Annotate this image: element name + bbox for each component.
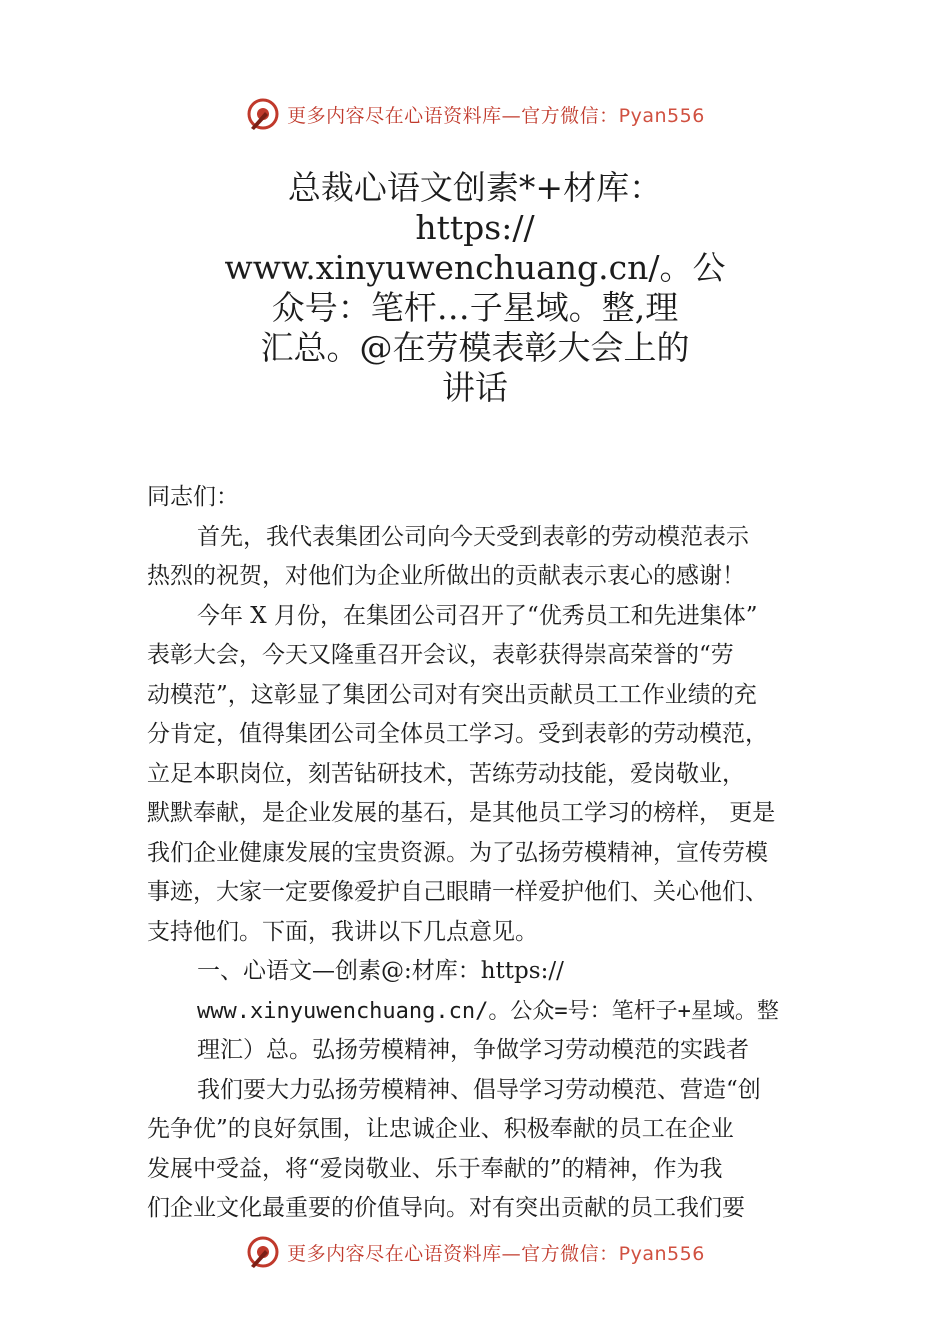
- paragraph-1: [147, 518, 812, 597]
- paragraph-line: 支持他们。下面，我讲以下几点意见。: [147, 918, 538, 945]
- title-line: 总裁心语文创素*+材库：: [287, 168, 663, 207]
- title-line: https://: [415, 208, 535, 247]
- paragraph-line: 们企业文化最重要的价值导向。对有突出贡献的员工我们要: [147, 1195, 745, 1221]
- paragraph-line: 立足本职岗位，刻苦钻研技术，苦练劳动技能，爱岗敬业，: [147, 760, 745, 787]
- pen-logo-icon: [245, 1234, 281, 1270]
- paragraph-2: [147, 597, 812, 953]
- paragraph-line: 先争优”的良好氛围，让忠诚企业、积极奉献的员工在企业: [147, 1116, 734, 1142]
- footer-banner-text: 更多内容尽在心语资料库—官方微信：Pyan556: [287, 1242, 705, 1265]
- document-title: [200, 168, 750, 408]
- footer-banner: [0, 1230, 950, 1274]
- title-line: 众号：笔杆…子星域。整,理: [271, 288, 679, 327]
- header-banner-text: 更多内容尽在心语资料库—官方微信：Pyan556: [287, 104, 705, 127]
- salutation-text: 同志们：: [147, 484, 239, 510]
- title-line: 汇总。@在劳模表彰大会上的: [260, 328, 690, 367]
- paragraph-line: 动模范”，这彰显了集团公司对有突出贡献员工工作业绩的充: [147, 681, 757, 708]
- section-line: 一、心语文—创素@:材库：https://: [197, 958, 564, 984]
- paragraph-line: 我们要大力弘扬劳模精神、倡导学习劳动模范、营造“创: [197, 1076, 761, 1103]
- document-body: [147, 478, 812, 1229]
- paragraph-line: 我们企业健康发展的宝贵资源。为了弘扬劳模精神，宣传劳模: [147, 839, 768, 866]
- salutation: [147, 478, 812, 518]
- paragraph-line: 事迹，大家一定要像爱护自己眼睛一样爱护他们、关心他们、: [147, 879, 768, 905]
- paragraph-line: 分肯定，值得集团公司全体员工学习。受到表彰的劳动模范，: [147, 721, 768, 747]
- pen-logo-icon: [245, 96, 281, 132]
- section-line: www.xinyuwenchuang.cn/。公众=号：笔杆子+星域。整: [197, 998, 779, 1024]
- paragraph-line: 发展中受益，将“爱岗敬业、乐于奉献的”的精神，作为我: [147, 1155, 723, 1182]
- paragraph-line: 热烈的祝贺，对他们为企业所做出的贡献表示衷心的感谢！: [147, 563, 745, 589]
- section-heading-1: [147, 952, 812, 1071]
- paragraph-line: 表彰大会，今天又隆重召开会议，表彰获得崇高荣誉的“劳: [147, 642, 734, 668]
- title-line: www.xinyuwenchuang.cn/。公: [224, 248, 726, 287]
- title-line: 讲话: [442, 368, 508, 407]
- paragraph-line: 首先，我代表集团公司向今天受到表彰的劳动模范表示: [197, 523, 749, 550]
- paragraph-3: [147, 1071, 812, 1229]
- header-banner: [0, 92, 950, 136]
- section-line: 理汇）总。弘扬劳模精神，争做学习劳动模范的实践者: [197, 1037, 749, 1063]
- paragraph-line: 今年 X 月份，在集团公司召开了“优秀员工和先进集体”: [197, 602, 758, 629]
- paragraph-line: 默默奉献，是企业发展的基石，是其他员工学习的榜样， 更是: [147, 800, 776, 826]
